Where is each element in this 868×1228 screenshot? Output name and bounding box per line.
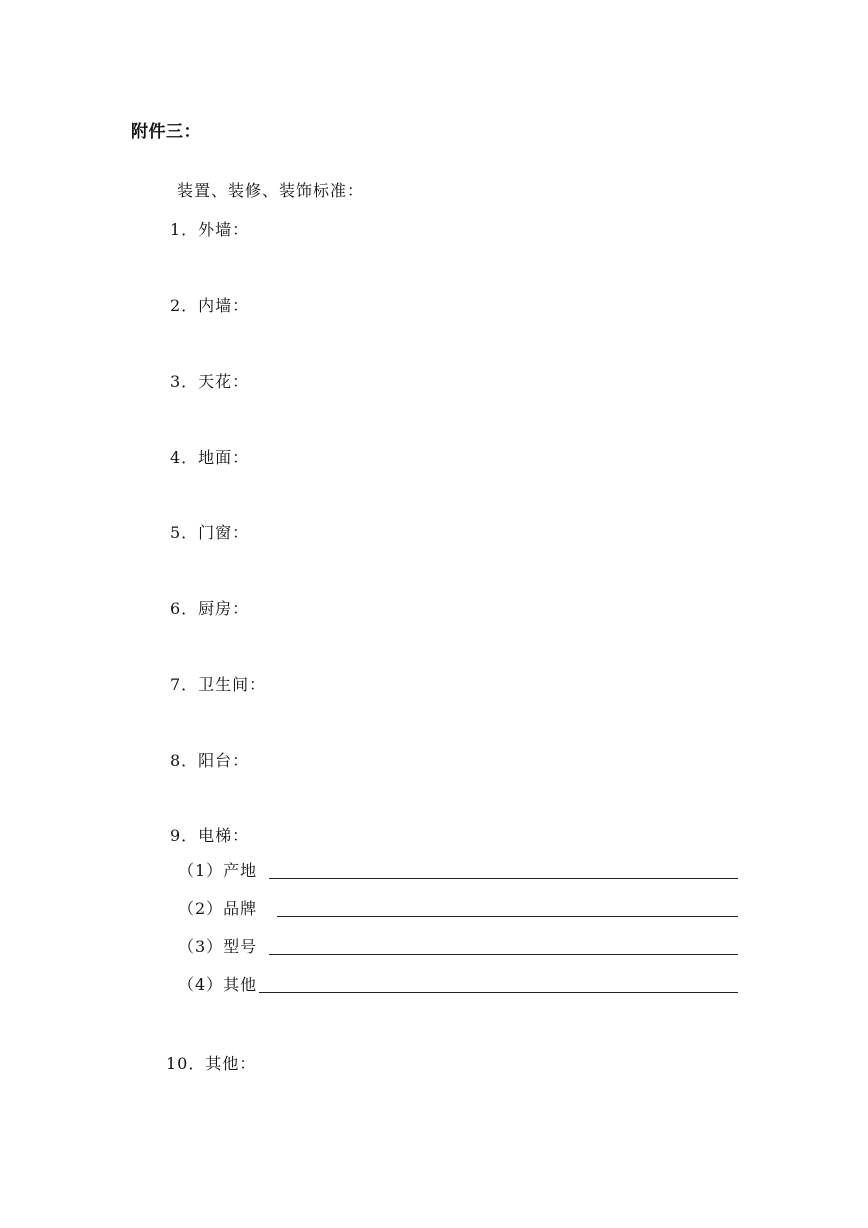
elevator-brand-blank[interactable] <box>277 916 738 917</box>
elevator-model-label: （3）型号 <box>178 937 258 956</box>
elevator-origin-field[interactable] <box>178 859 738 881</box>
elevator-origin-blank[interactable] <box>269 878 738 879</box>
item-bathroom: 7．卫生间： <box>170 675 267 694</box>
elevator-model-blank[interactable] <box>269 954 738 955</box>
elevator-other-field[interactable] <box>178 973 738 995</box>
elevator-other-blank[interactable] <box>259 992 738 993</box>
item-balcony: 8．阳台： <box>170 751 250 770</box>
elevator-origin-label: （1）产地 <box>178 861 258 880</box>
item-floor: 4．地面： <box>170 448 250 467</box>
item-kitchen: 6．厨房： <box>170 599 250 618</box>
elevator-brand-field[interactable] <box>178 897 738 919</box>
item-doors-windows: 5．门窗： <box>170 523 250 542</box>
item-exterior-wall: 1．外墙： <box>170 220 250 239</box>
elevator-brand-label: （2）品牌 <box>178 899 258 918</box>
item-interior-wall: 2．内墙： <box>170 296 250 315</box>
elevator-model-field[interactable] <box>178 935 738 957</box>
elevator-other-label: （4）其他 <box>178 975 258 994</box>
item-elevator: 9．电梯： <box>170 826 250 845</box>
item-ceiling: 3．天花： <box>170 372 250 391</box>
attachment-heading: 附件三： <box>131 122 201 142</box>
standards-intro: 装置、装修、装饰标准： <box>177 181 365 200</box>
item-other: 10．其他： <box>166 1054 257 1073</box>
